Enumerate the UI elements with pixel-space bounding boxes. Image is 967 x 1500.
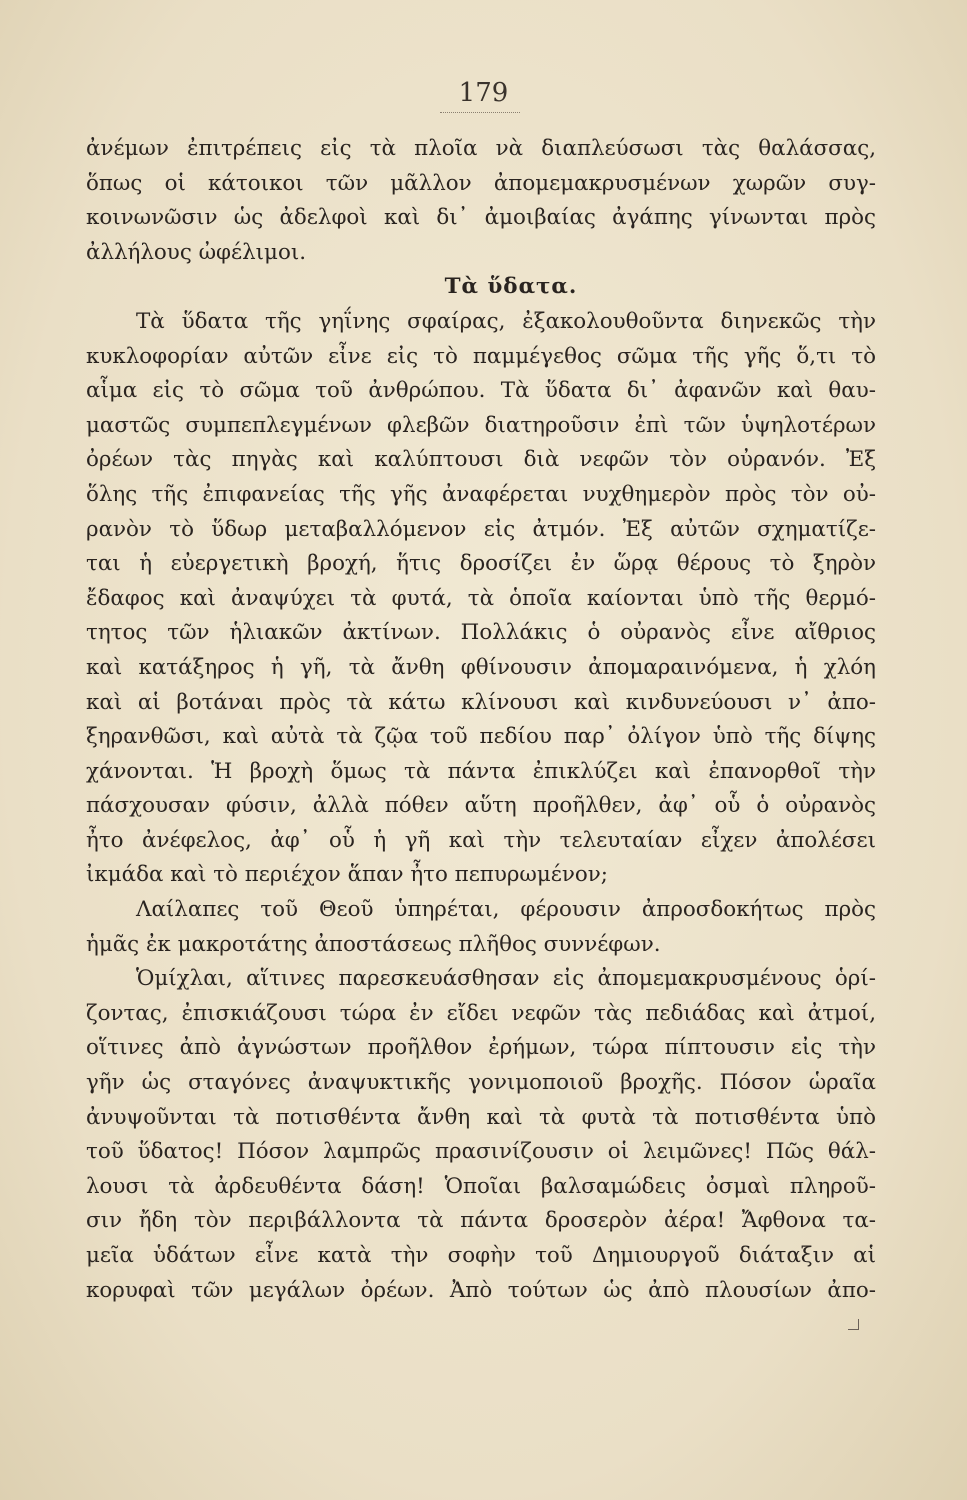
text-line: πάσχουσαν φύσιν, ἀλλὰ πόθεν αὕτη προῆλθεν, ἀφ᾽ οὗ ὁ οὐρανὸς [86,793,876,819]
text-line: Λαίλαπες τοῦ Θεοῦ ὑπηρέται, φέρουσιν ἀπροσδοκήτως πρὸς [136,897,876,923]
text-line: ἀνυψοῦνται τὰ ποτισθέντα ἄνθη καὶ τὰ φυτὰ τὰ ποτισθέντα ὑπὸ [86,1104,876,1130]
text-line: ξηρανθῶσι, καὶ αὐτὰ τὰ ζῷα τοῦ πεδίου παρ᾽ ὀλίγον ὑπὸ τῆς δίψης [86,724,876,750]
text-line: ἦτο ἀνέφελος, ἀφ᾽ οὗ ἡ γῆ καὶ τὴν τελευταίαν εἶχεν ἀπολέσει [86,827,876,853]
text-line: κορυφαὶ τῶν μεγάλων ὀρέων. Ἀπὸ τούτων ὡς ἀπὸ πλουσίων ἀπο- [86,1277,876,1303]
page-number-rule [440,112,520,113]
text-line: γῆν ὡς σταγόνες ἀναψυκτικῆς γονιμοποιοῦ βροχῆς. Πόσον ὡραῖα [86,1070,876,1096]
text-line: ὅλης τῆς ἐπιφανείας τῆς γῆς ἀναφέρεται νυχθημερὸν πρὸς τὸν οὐ- [86,481,876,507]
text-line: ἡμᾶς ἐκ μακροτάτης ἀποστάσεως πλῆθος συννέφων. [86,931,661,957]
text-line: Τὰ ὕδατα τῆς γηΐνης σφαίρας, ἐξακολουθοῦντα διηνεκῶς τὴν [136,308,876,334]
text-line: καὶ κατάξηρος ἡ γῆ, τὰ ἄνθη φθίνουσιν ἀπομαραινόμενα, ἡ χλόη [86,654,876,680]
text-line: Ὁμίχλαι, αἵτινες παρεσκευάσθησαν εἰς ἀπομεμακρυσμένους ὁρί- [136,966,876,992]
corner-mark [848,1319,859,1330]
text-line: ὅπως οἱ κάτοικοι τῶν μᾶλλον ἀπομεμακρυσμένων χωρῶν συγ- [86,170,876,196]
text-line: σιν ἤδη τὸν περιβάλλοντα τὰ πάντα δροσερὸν ἀέρα! Ἄφθονα τα- [86,1208,876,1234]
page-number: 179 [458,78,509,108]
text-line: ἀλλήλους ὠφέλιμοι. [86,239,307,265]
text-line: ζοντας, ἐπισκιάζουσι τώρα ἐν εἴδει νεφῶν τὰς πεδιάδας καὶ ἀτμοί, [86,1000,876,1026]
text-line: τοῦ ὕδατος! Πόσον λαμπρῶς πρασινίζουσιν οἱ λειμῶνες! Πῶς θάλ- [86,1139,876,1165]
text-line: ται ἡ εὐεργετικὴ βροχή, ἥτις δροσίζει ἐν ὥρᾳ θέρους τὸ ξηρὸν [86,551,876,577]
text-line: χάνονται. Ἡ βροχὴ ὅμως τὰ πάντα ἐπικλύζει καὶ ἐπανορθοῖ τὴν [86,758,876,784]
text-line: κοινωνῶσιν ὡς ἀδελφοὶ καὶ δι᾽ ἀμοιβαίας ἀγάπης γίνωνται πρὸς [86,205,876,231]
text-line: μαστῶς συμπεπλεγμένων φλεβῶν διατηροῦσιν ἐπὶ τῶν ὑψηλοτέρων [86,412,876,438]
text-line: ὀρέων τὰς πηγὰς καὶ καλύπτουσι διὰ νεφῶν τὸν οὐρανόν. Ἐξ [86,447,876,473]
text-line: μεῖα ὑδάτων εἶνε κατὰ τὴν σοφὴν τοῦ Δημιουργοῦ διάταξιν αἱ [86,1243,876,1268]
section-heading: Τὰ ὕδατα. [444,274,578,300]
text-line: τητος τῶν ἡλιακῶν ἀκτίνων. Πολλάκις ὁ οὐρανὸς εἶνε αἴθριος [86,620,876,646]
body-text [86,132,876,1308]
text-line: ἔδαφος καὶ ἀναψύχει τὰ φυτά, τὰ ὁποῖα καίονται ὑπὸ τῆς θερμό- [86,585,876,611]
text-line: ἀνέμων ἐπιτρέπεις εἰς τὰ πλοῖα νὰ διαπλεύσωσι τὰς θαλάσσας, [86,136,876,161]
text-line: οἵτινες ἀπὸ ἀγνώστων προῆλθον ἐρήμων, τώρα πίπτουσιν εἰς τὴν [86,1035,876,1061]
text-line: λουσι τὰ ἀρδευθέντα δάση! Ὁποῖαι βαλσαμώδεις ὀσμαὶ πληροῦ- [86,1173,876,1199]
text-line: αἷμα εἰς τὸ σῶμα τοῦ ἀνθρώπου. Τὰ ὕδατα δι᾽ ἀφανῶν καὶ θαυ- [86,378,876,404]
text-line: ἰκμάδα καὶ τὸ περιέχον ἅπαν ἦτο πεπυρωμένον; [86,862,608,888]
text-line: καὶ αἱ βοτάναι πρὸς τὰ κάτω κλίνουσι καὶ κινδυνεύουσι ν᾽ ἀπο- [86,689,876,715]
text-line: κυκλοφορίαν αὐτῶν εἶνε εἰς τὸ παμμέγεθος σῶμα τῆς γῆς ὅ,τι τὸ [86,343,876,369]
text-line: ρανὸν τὸ ὕδωρ μεταβαλλόμενον εἰς ἀτμόν. Ἐξ αὐτῶν σχηματίζε- [86,516,876,542]
